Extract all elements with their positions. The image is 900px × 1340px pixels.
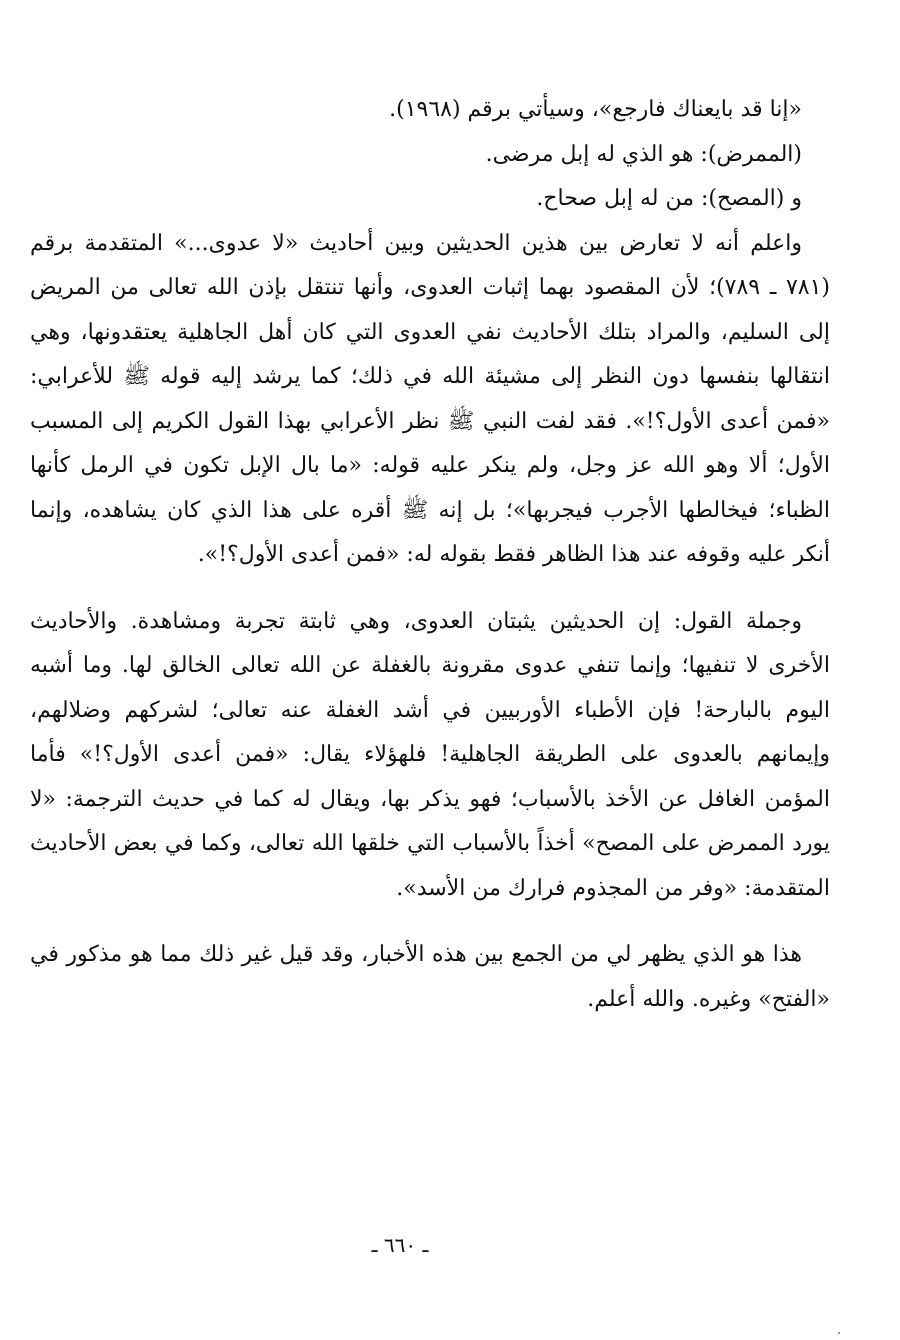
page-number: ـ ٦٦٠ ـ: [371, 1233, 429, 1257]
definition-line: (الممرض): هو الذي له إبل مرضى.: [485, 141, 802, 167]
text-line: «إنا قد بايعناك فارجع»، وسيأتي برقم (١٩٦٨).: [389, 97, 802, 122]
paragraph-gap: [30, 578, 830, 600]
scan-speck: [838, 1332, 840, 1334]
paragraph: وجملة القول: إن الحديثين يثبتان العدوى، وهي ثابتة تجربة ومشاهدة. والأحاديث الأخرى لا تنفيها؛ وإنما تنفي عدوى مقرونة بالغفلة عن الله تعالى الخالق لها. وما أشبه اليوم بالبارحة! فإن الأطباء الأوربيين في أشد الغفلة عنه تعالى؛ لشركهم وضلالهم، وإيمانهم بالعدوى على الطريقة الجاهلية! فلهؤلاء يقال: «فمن أعدى الأول؟!» فأما المؤمن الغافل عن الأخذ بالأسباب؛ فهو يذكر بها، ويقال له كما في حديث الترجمة: «لا يورد الممرض على المصح» أخذاً بالأسباب التي خلقها الله تعالى، وكما في بعض الأحاديث المتقدمة: «وفر من المجذوم فرارك من الأسد».: [30, 608, 830, 901]
paragraph: هذا هو الذي يظهر لي من الجمع بين هذه الأخبار، وقد قيل غير ذلك مما هو مذكور في «الفتح» وغيره. والله أعلم.: [30, 942, 830, 1012]
page-body: [30, 88, 830, 1022]
paragraph-gap: [30, 911, 830, 933]
definition-line: و (المصح): من له إبل صحاح.: [536, 186, 802, 211]
paragraph: واعلم أنه لا تعارض بين هذين الحديثين وبين أحاديث «لا عدوى...» المتقدمة برقم (٧٨١ ـ ٧٨٩)؛ لأن المقصود بهما إثبات العدوى، وأنها تنتقل بإذن الله تعالى من المريض إلى السليم، والمراد بتلك الأحاديث نفي العدوى التي كان أهل الجاهلية يعتقدونها، وهي انتقالها بنفسها دون النظر إلى مشيئة الله في ذلك؛ كما يرشد إليه قوله ﷺ للأعرابي: «فمن أعدى الأول؟!». فقد لفت النبي ﷺ نظر الأعرابي بهذا القول الكريم إلى المسبب الأول؛ ألا وهو الله عز وجل، ولم ينكر عليه قوله: «ما بال الإبل تكون في الرمل كأنها الظباء؛ فيخالطها الأجرب فيجربها»؛ بل إنه ﷺ أقره على هذا الذي كان يشاهده، وإنما أنكر عليه وقوفه عند هذا الظاهر فقط بقوله له: «فمن أعدى الأول؟!».: [30, 230, 830, 567]
